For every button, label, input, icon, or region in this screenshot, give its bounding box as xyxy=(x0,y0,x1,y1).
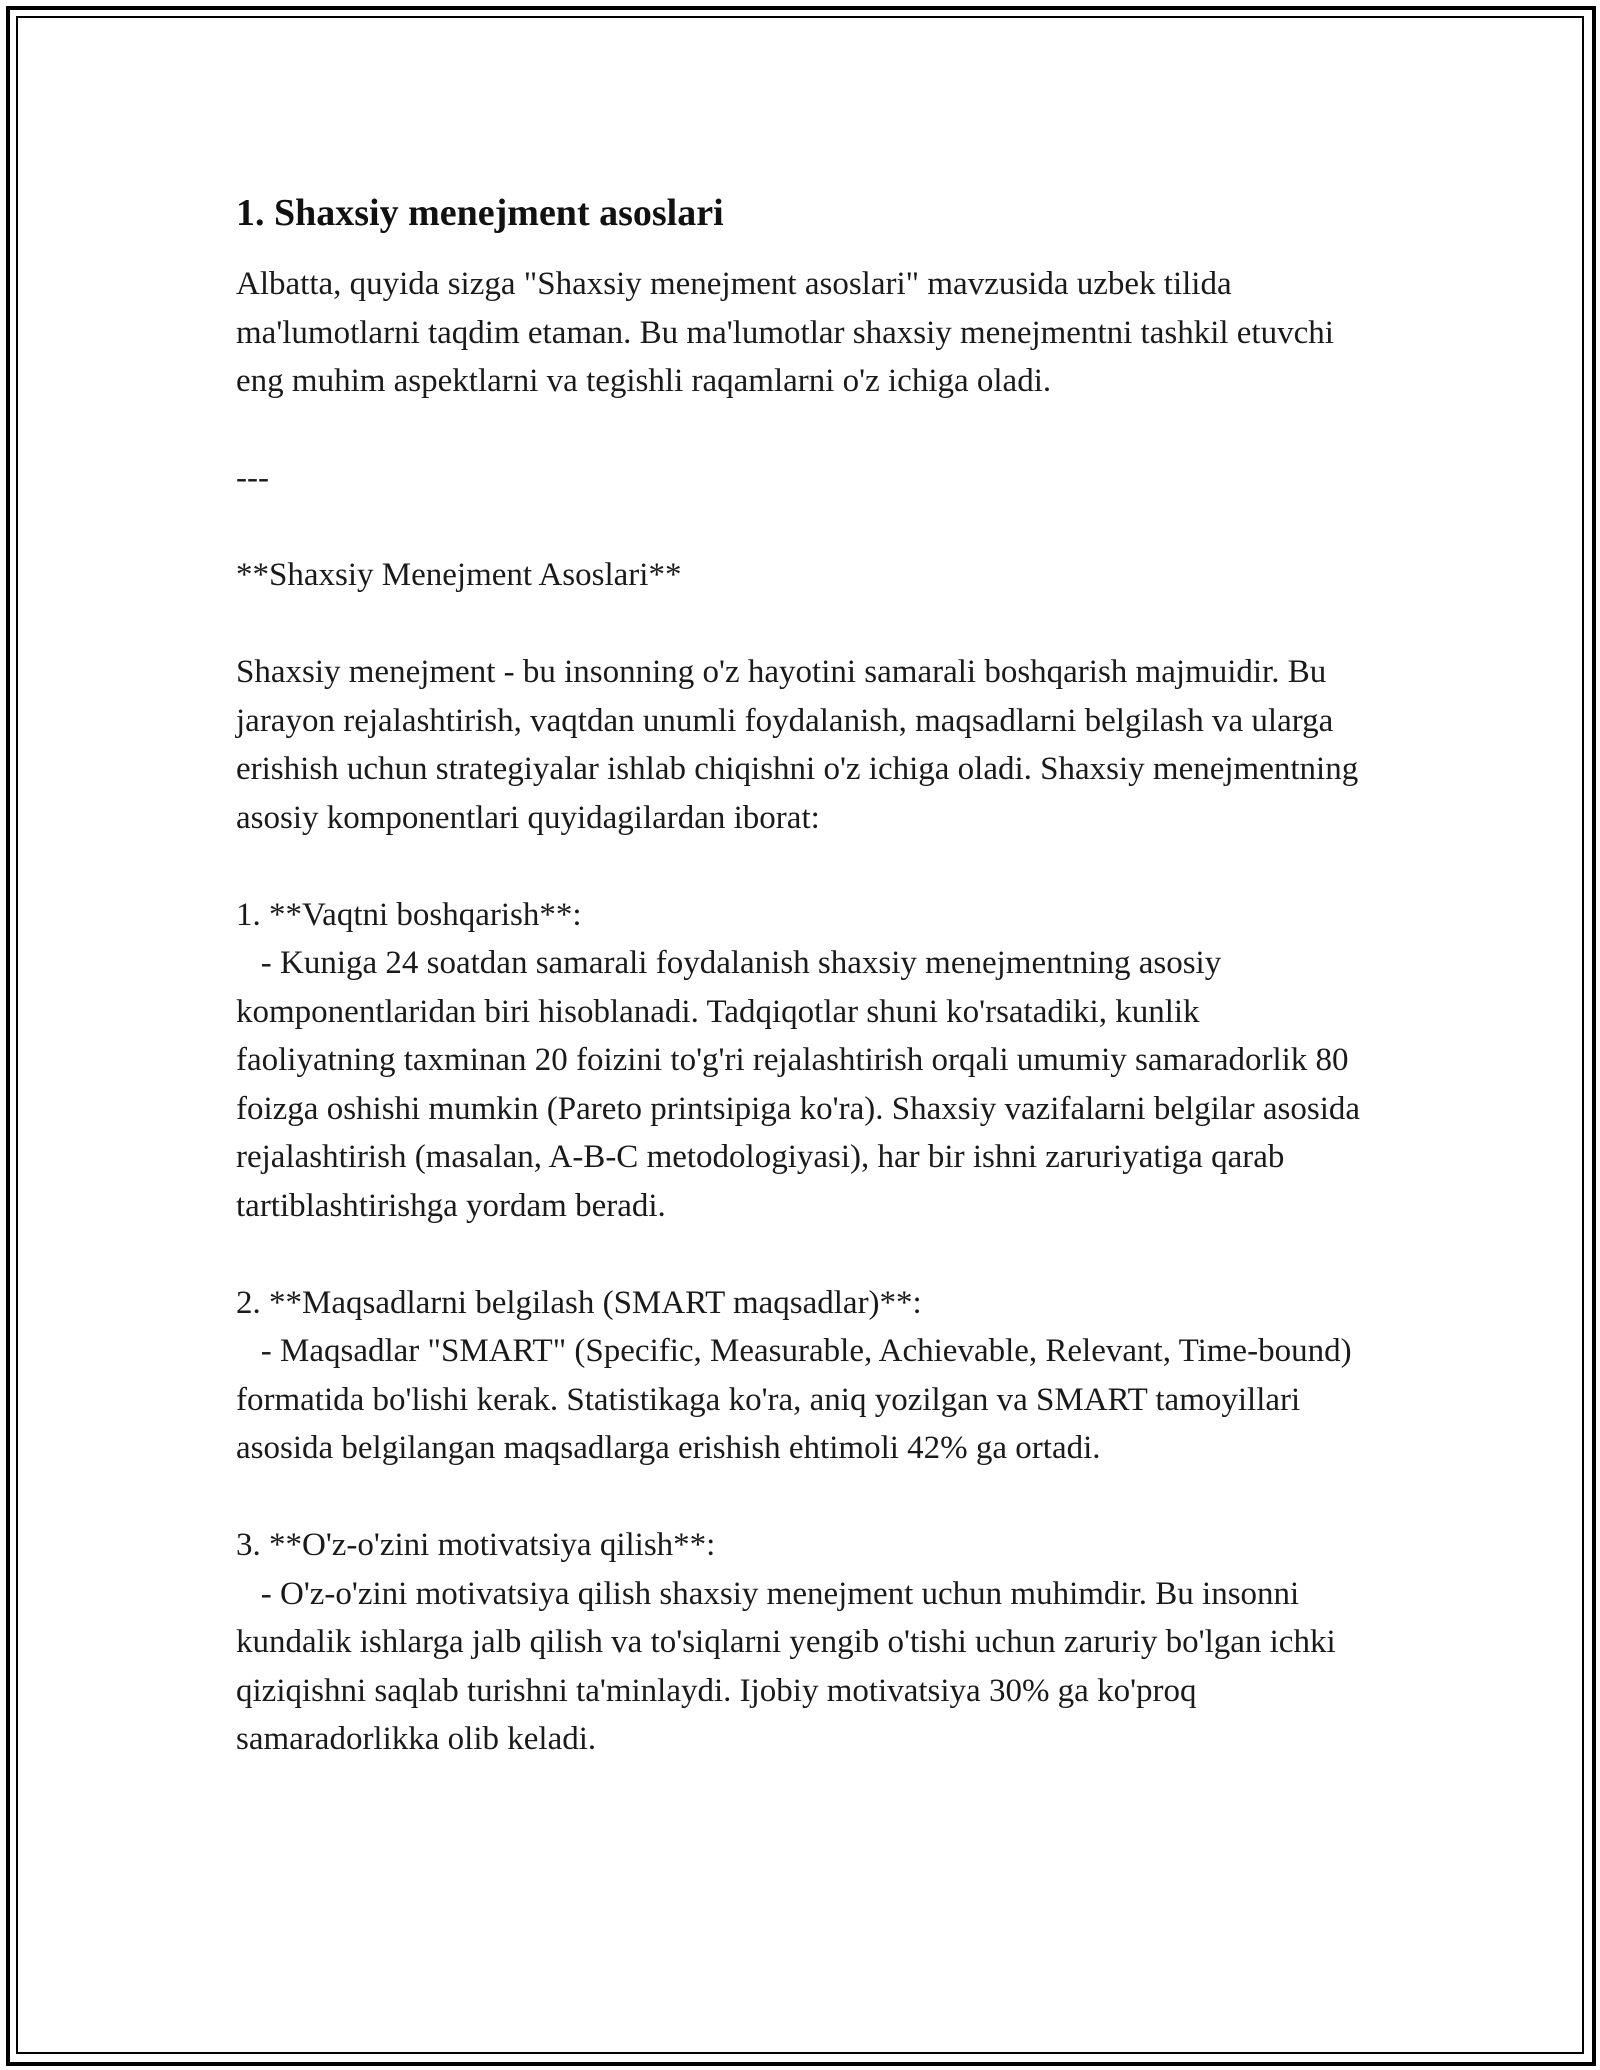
intro-paragraph: Albatta, quyida sizga "Shaxsiy menejment asoslari" mavzusida uzbek tilida ma'lumotlarni taqdim etaman. Bu ma'lumotlar shaxsiy menejmentni tashkil etuvchi eng muhim aspektlarni va tegishli raqamlarni o'z ichiga oladi. xyxy=(236,266,1343,399)
spacer xyxy=(236,1230,1366,1279)
section-title: 3. **O'z-o'zini motivatsiya qilish**: xyxy=(236,1527,716,1563)
section-body: - Maqsadlar "SMART" (Specific, Measurable, Achievable, Relevant, Time-bound) formatida bo'lishi kerak. Statistikaga ko'ra, aniq yozilgan va SMART tamoyillari asosida belgilangan maqsadlarga erishish ehtimoli 42% ga ortadi. xyxy=(236,1333,1360,1466)
spacer xyxy=(236,406,1366,455)
spacer xyxy=(236,842,1366,891)
document-body xyxy=(236,188,1369,1764)
spacer xyxy=(236,600,1366,649)
section-body: - Kuniga 24 soatdan samarali foydalanish shaxsiy menejmentning asosiy komponentlaridan biri hisoblanadi. Tadqiqotlar shuni ko'rsatadiki, kunlik faoliyatning taxminan 20 foizini to'g'ri rejalashtirish orqali umumiy samaradorlik 80 foizga oshishi mumkin (Pareto printsipiga ko'ra). Shaxsiy vazifalarni belgilar asosida rejalashtirish (masalan, A-B-C metodologiyasi), har bir ishni zaruriyatiga qarab tartiblashtirishga yordam beradi. xyxy=(236,945,1369,1224)
separator-line: --- xyxy=(236,460,269,496)
overview-paragraph: Shaxsiy menejment - bu insonning o'z hayotini samarali boshqarish majmuidir. Bu jarayon rejalashtirish, vaqtdan unumli foydalanish, maqsadlarni belgilash va ularga erishish uchun strategiyalar ishlab chiqishni o'z ichiga oladi. Shaxsiy menejmentning asosiy komponentlari quyidagilardan iborat: xyxy=(236,654,1367,836)
spacer xyxy=(236,1473,1366,1522)
spacer xyxy=(236,503,1366,552)
section-body: - O'z-o'zini motivatsiya qilish shaxsiy menejment uchun muhimdir. Bu insonni kundalik ishlarga jalb qilish va to'siqlarni yengib o'tishi uchun zaruriy bo'lgan ichki qiziqishni saqlab turishni ta'minlaydi. Ijobiy motivatsiya 30% ga ko'proq samaradorlikka olib keladi. xyxy=(236,1575,1344,1757)
subtitle-line: **Shaxsiy Menejment Asoslari** xyxy=(236,557,682,593)
section-title: 2. **Maqsadlarni belgilash (SMART maqsadlar)**: xyxy=(236,1284,922,1321)
section-title: 1. **Vaqtni boshqarish**: xyxy=(236,896,582,933)
document-heading: 1. Shaxsiy menejment asoslari xyxy=(236,192,724,234)
